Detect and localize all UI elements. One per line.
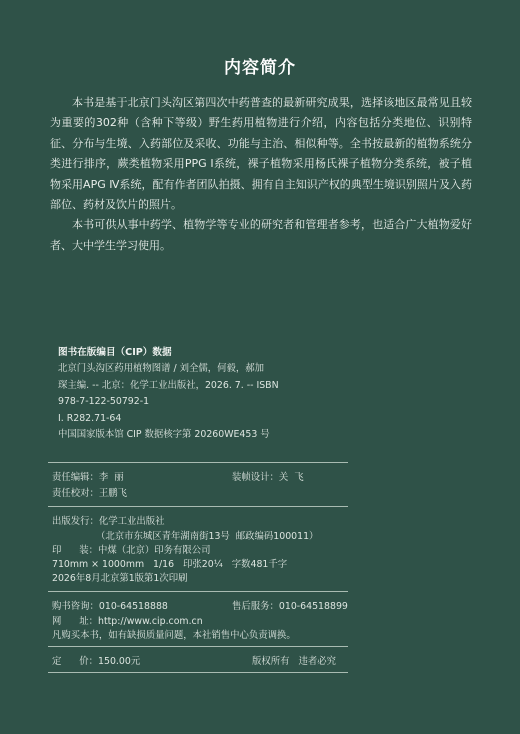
publisher-label: 出版发行： [52,516,99,527]
design-label: 装帧设计： [232,472,279,483]
divider [48,462,348,463]
divider [48,672,348,673]
cip-heading: 图书在版编目（CIP）数据 [58,347,172,358]
service-row [232,599,348,614]
intro-body [50,93,472,256]
price-value: 150.00元 [98,656,141,667]
cip-line: 978-7-122-50792-1 [58,396,150,408]
book-format: 710mm × 1000mm 1/16 印张20¼ 字数481千字 [52,559,288,570]
purchase-row [52,599,168,614]
service-label: 售后服务： [232,601,279,612]
return-notice: 凡购买本书，如有缺损质量问题，本社销售中心负责调换。 [52,630,296,641]
web-label: 网 址： [52,616,99,627]
price-label: 定 价： [52,656,99,667]
publisher-address: （北京市东城区青年湖南街13号 邮政编码100011） [96,531,319,542]
design-name: 关 飞 [278,472,304,483]
divider [48,591,348,592]
cip-line: 琛主编. -- 北京：化学工业出版社，2026. 7. -- ISBN [58,379,279,391]
intro-paragraph-1: 本书是基于北京门头沟区第四次中药普查的最新研究成果，选择该地区最常见且较为重要的302种（含种下等级）野生药用植物进行介绍，内容包括分类地位、识别特征、分布与生境、入药部位及采收、功能与主治、相似种等。全书按最新的植物系统分类进行排序，蕨类植物采用PPG Ⅰ系统，裸子植物采用杨氏裸子植物分类系统，被子植物采用APG Ⅳ系统，配有作者团队拍摄、拥有自主知识产权的典型生境识别照片及入药部位、药材及饮片的照片。 [50,96,472,212]
service-phone: 010-64518899 [278,601,348,612]
price-row [52,654,140,669]
copyright-notice: 版权所有 违者必究 [252,656,336,667]
design-row [232,470,304,485]
intro-paragraph-2: 本书可供从事中药学、植物学等专业的研究者和管理者参考，也适合广大植物爱好者、大中学生学习使用。 [50,218,472,252]
edition-info: 2026年8月北京第1版第1次印刷 [52,573,188,584]
printer-label: 印 装： [52,545,99,556]
cip-line: 中国国家版本馆 CIP 数据核字第 20260WE453 号 [58,429,270,441]
proof-row [52,486,127,501]
editor-row [52,470,124,485]
purchase-label: 购书咨询： [52,601,99,612]
divider [48,506,348,507]
divider [48,646,348,647]
purchase-phone: 010-64518888 [98,601,168,612]
web-address: http://www.cip.com.cn [98,616,203,627]
printer-row [52,543,211,558]
publisher-row [52,514,165,529]
web-row [52,614,203,629]
cip-line: Ⅰ. R282.71-64 [58,412,122,424]
editor-name: 李 丽 [98,472,124,483]
proof-label: 责任校对： [52,488,99,499]
proof-name: 王鹏飞 [98,488,128,499]
publisher-name: 化学工业出版社 [98,516,165,527]
cip-line: 北京门头沟区药用植物图谱 / 刘全儒，何毅，郝加 [58,363,264,375]
editor-label: 责任编辑： [52,472,99,483]
printer-name: 中煤（北京）印务有限公司 [98,545,211,556]
intro-title: 内容简介 [224,58,296,78]
cip-block [58,345,358,443]
